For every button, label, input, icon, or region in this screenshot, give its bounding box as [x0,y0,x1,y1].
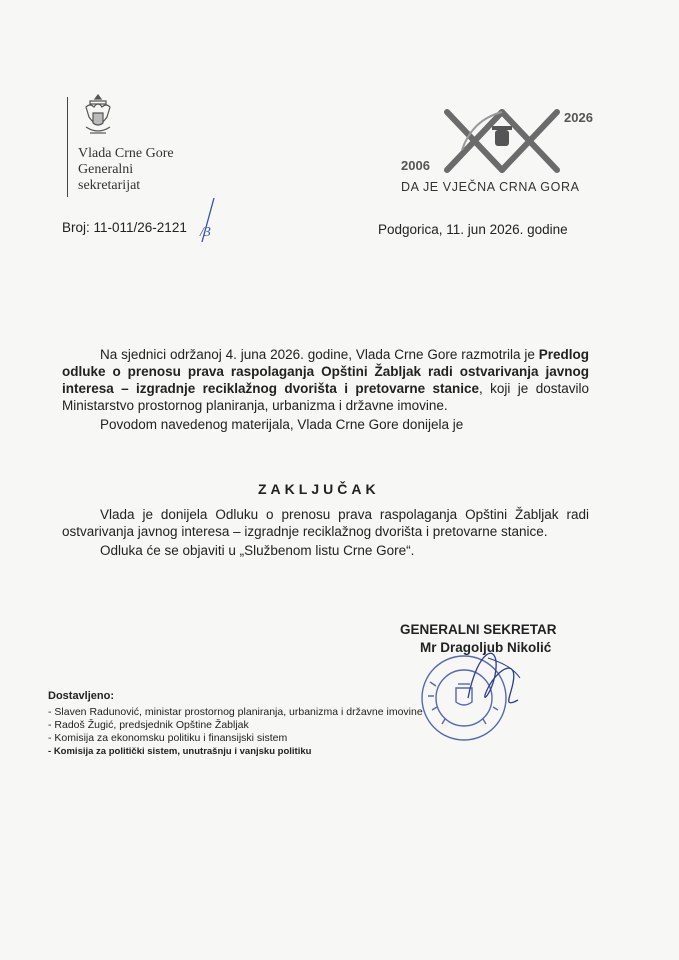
paragraph-decision-intro: Povodom navedenog materijala, Vlada Crne Gore donijela je [100,417,464,432]
handwritten-suffix-text: /3 [200,225,211,240]
distribution-item: - Komisija za ekonomsku politiku i finansijski sistem [48,732,423,745]
distribution-item: - Slaven Radunović, ministar prostornog planiranja, urbanizma i državne imovine [48,706,423,719]
header-divider [67,97,68,197]
paragraph-session-end: , koji je dostavilo Ministarstvo prostornog planiranja, urbanizma i državne imovine. [62,381,589,413]
montenegro-coat-of-arms-icon [80,93,116,139]
document-date: Podgorica, 11. jun 2026. godine [378,222,568,237]
distribution-heading: Dostavljeno: [48,690,115,702]
distribution-items [48,706,423,758]
document-body-conclusion [62,506,589,559]
org-line-2: Generalni [78,162,134,177]
paragraph-session-start: Na sjednici održanoj 4. juna 2026. godine, Vlada Crne Gore razmotrila je [100,347,539,362]
paragraph-session [62,346,589,414]
paragraph-publication: Odluka će se objaviti u „Službenom listu Crne Gore“. [100,543,415,558]
reference-number: Broj: 11-011/26-2121 [62,220,187,235]
handwritten-suffix [196,196,226,246]
org-line-1: Vlada Crne Gore [78,146,174,161]
logo-year-end: 2026 [564,110,593,125]
signatory-title: GENERALNI SEKRETAR [400,622,557,637]
distribution-item: - Komisija za politički sistem, unutrašnju i vanjsku politiku [48,745,423,758]
org-line-3: sekretarijat [78,178,141,193]
distribution-item: - Radoš Žugić, predsjednik Opštine Žabljak [48,719,423,732]
paragraph-session-subject: Predlog odluke o prenosu prava raspolaganja Opštini Žabljak radi ostvarivanja javnog interesa – izgradnje reciklažnog dvorišta i pretovarne stanice [62,347,589,396]
document-body-intro [62,346,589,433]
handwritten-signature [458,638,528,718]
paragraph-conclusion: Vlada je donijela Odluku o prenosu prava raspolaganja Opštini Žabljak radi ostvarivanja javnog interesa – izgradnje reciklažnog dvorišta i pretovarne stanice. [62,507,589,539]
signatory-name: Mr Dragoljub Nikolić [420,640,552,655]
document-title: ZAKLJUČAK [258,481,380,497]
issuer-organization [78,146,174,194]
distribution-list [48,690,423,758]
logo-slogan: DA JE VJEČNA CRNA GORA [401,180,580,194]
logo-year-start: 2006 [401,158,430,173]
